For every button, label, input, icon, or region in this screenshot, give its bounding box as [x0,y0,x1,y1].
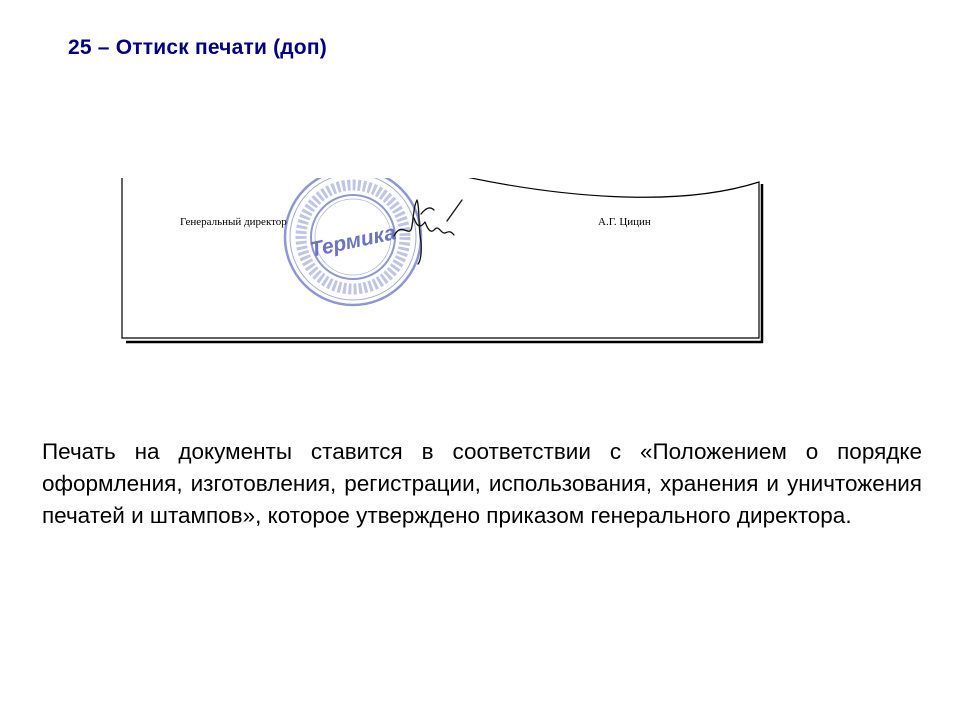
document-excerpt [118,178,766,344]
signatory-name: А.Г. Цицин [598,216,651,228]
position-label: Генеральный директор [180,216,287,228]
seal-center-text: Термика [307,221,398,262]
body-paragraph: Печать на документы ставится в соответствии с «Положением о порядке оформления, изготовления, регистрации, использования, хранения и уничтожения печатей и штампов», которое утверждено приказом генерального директора. [42,439,922,528]
slide-title: 25 – Оттиск печати (доп) [68,36,327,59]
paper-sheet [122,178,759,338]
